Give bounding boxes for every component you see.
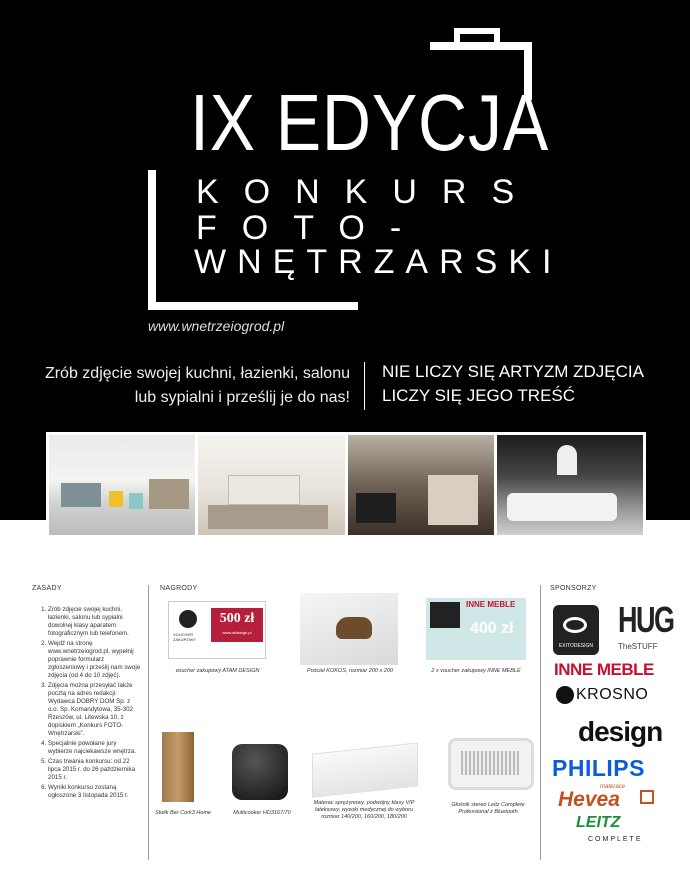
rule-item: 5. Czas trwania konkursu: od 22 lipca 2015 r. do 26 października 2015 r. [48, 758, 142, 782]
title-line1: KONKURS [196, 173, 540, 211]
column-divider [540, 585, 541, 860]
leitz-logo: LEITZ [576, 814, 621, 831]
prize-voucher-innemeble: INNE MEBLE 400 zł [426, 598, 526, 660]
design-logo: design [578, 716, 663, 747]
prize-caption: Materac sprężynowy, podwójny klasy VIP lateksowy, wysoki medycznej do wyboru rozmiar 140/200, 160/200, 180/200 [313, 800, 415, 820]
leitz-sub: COMPLETE [588, 836, 643, 843]
prizes-column [160, 585, 530, 592]
column-divider [148, 585, 149, 860]
sponsors-heading: SPONSORZY [550, 585, 597, 592]
hevea-logo: Hevea [558, 788, 620, 811]
hug-logo: HUG [618, 599, 674, 640]
camera-icon [454, 28, 500, 48]
divider [364, 362, 365, 410]
rules-heading: ZASADY [32, 585, 62, 592]
photo-attic-room [348, 435, 494, 535]
krosno-logo: KROSNO [576, 686, 649, 703]
dog-image [336, 617, 372, 639]
title-line2: FOTO- [196, 209, 427, 247]
title-line3: WNĘTRZARSKI [194, 243, 563, 281]
photo-living-room-1 [49, 435, 195, 535]
rule-item: 3. Zdjęcia można przesyłać także pocztą na adres redakcji: Wydawca DOBRY DOM Sp. z o.o. Sp. Komandytowa, 35-302 Rzeszów, ul. Litewska 10, z dopiskiem „Konkurs FOTO-Wnętrzarski”. [48, 682, 142, 738]
rule-item: 4. Specjalnie powołane jury wybierze najciekawsze wnętrza. [48, 740, 142, 756]
photo-strip [46, 432, 646, 538]
prize-mattress [312, 742, 418, 797]
prize-stool [162, 732, 194, 802]
logo-icon [179, 610, 197, 628]
edition-title: IX EDYCJA [190, 78, 550, 167]
photo-white-sofa [497, 435, 643, 535]
hevea-sub: materace [600, 784, 626, 790]
website-link[interactable]: www.wnetrzeiogrod.pl [148, 318, 285, 334]
frame-line [148, 302, 358, 310]
innemeble-logo: INNE MEBLE [554, 660, 654, 679]
prize-pillow [300, 593, 398, 665]
hevea-icon [640, 790, 654, 804]
prize-caption: Pościel KOKOS, rozmiar 200 x 200 [307, 668, 393, 674]
sponsors-column [550, 585, 670, 592]
prize-caption: Głośnik stereo Leitz Complete Professional z Bluetooth [451, 802, 525, 815]
voucher-amount: 500 zł www.atdesign.pl [211, 608, 263, 642]
hug-sub: TheSTUFF [618, 642, 658, 651]
rule-item: 2. Wejdź na stronę www.wnetrzeiogrod.pl, wypełnij poprawnie formularz zgłoszeniowy i prześlij nam swoje zdjęcia (od 4 do 10 zdjęć). [48, 640, 142, 680]
prize-caption: Multicooker HD3167/70 [233, 810, 291, 816]
rule-item: 6. Wyniki konkursu zostaną ogłoszone 3 listopada 2015 r. [48, 784, 142, 800]
prize-speaker [448, 738, 534, 790]
tagline-left: Zrób zdjęcie swojej kuchni, łazienki, salonu lub sypialni i prześlij je do nas! [44, 365, 350, 406]
speaker-grille [461, 751, 519, 775]
prize-caption: voucher zakupowy ATAM DESIGN [175, 668, 260, 674]
prize-caption: 2 x voucher zakupowy INNE MEBLE [431, 668, 521, 674]
frame-line [148, 170, 156, 310]
prize-voucher-atam [168, 601, 266, 659]
prize-cooker [232, 744, 288, 800]
rules-list [32, 606, 142, 800]
philips-logo: PHILIPS [552, 755, 645, 781]
tagline-right: NIE LICZY SIĘ ARTYZM ZDJĘCIA LICZY SIĘ JEGO TREŚĆ [382, 362, 644, 405]
photo-living-room-2 [198, 435, 344, 535]
voucher-badge [430, 602, 460, 628]
rules-column [32, 585, 142, 802]
exito-icon [563, 617, 587, 633]
exito-logo: EXITODESIGN [553, 605, 599, 655]
voucher-label: VOUCHER ZAKUPOWY [173, 632, 196, 642]
prizes-heading: NAGRODY [160, 585, 198, 592]
prize-caption: Stolik Bar Cork3 Home [155, 810, 211, 816]
krosno-icon [556, 686, 574, 704]
rule-item: 1. Zrób zdjęcie swojej kuchni, łazienki, salonu lub sypialni dowolnej klasy aparatem fotograficznym lub telefonem. [48, 606, 142, 638]
